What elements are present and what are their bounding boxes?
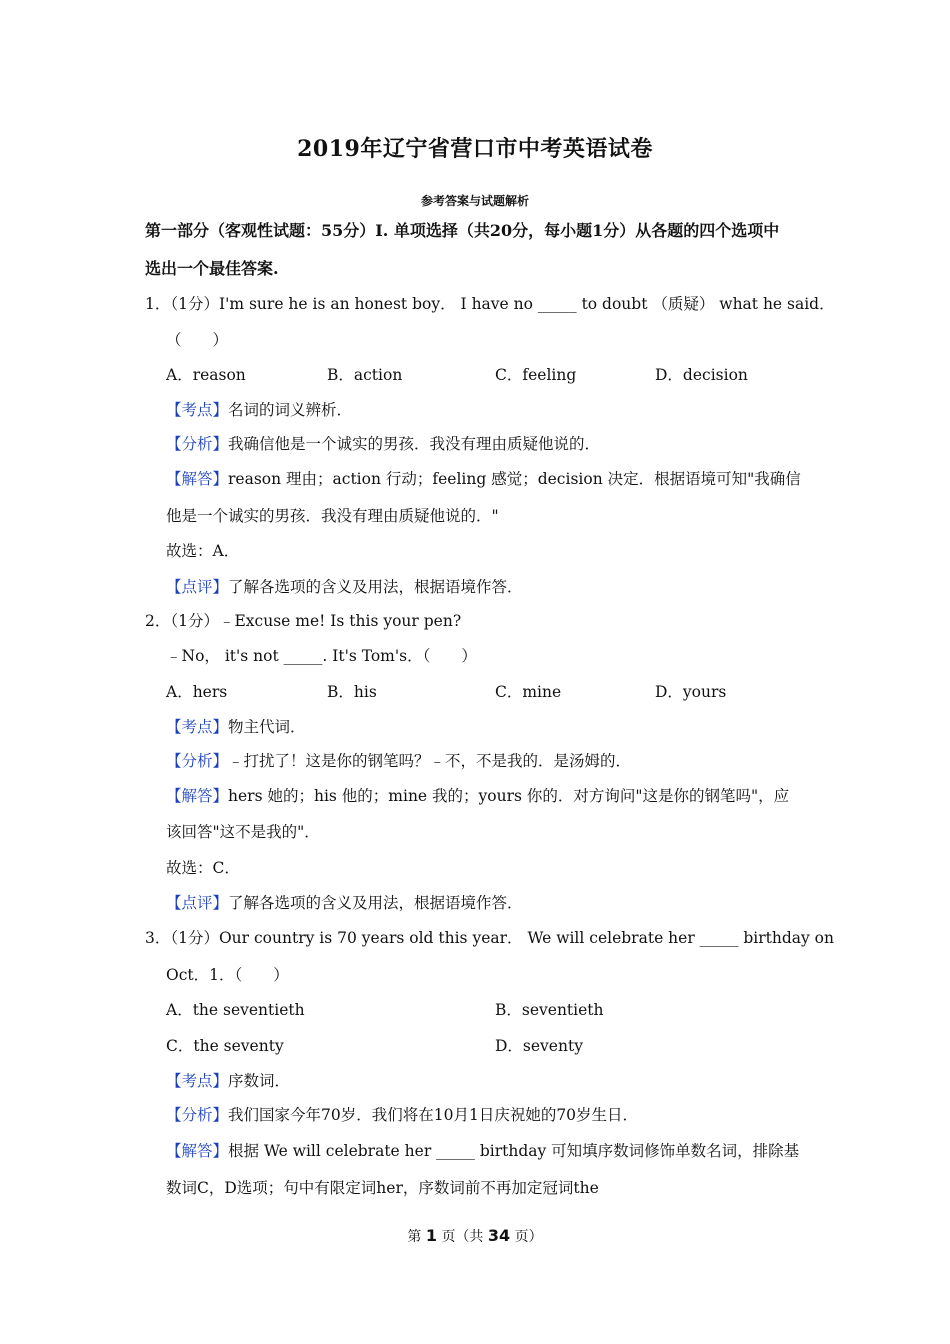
kaodian-tag: 【考点】 (166, 401, 229, 419)
q1-jieda-text-1: reason 理由；action 行动；feeling 感觉；decision 决定．根据语境可知"我确信 (228, 470, 801, 488)
q2-option-d: D．yours (655, 683, 727, 701)
jieda-tag: 【解答】 (166, 787, 229, 805)
q2-fenxi (166, 751, 631, 771)
q2-jieda (166, 786, 789, 806)
q3-jieda-text-1: 根据 We will celebrate her _____ birthday 可知填序数词修饰单数名词，排除基 (228, 1142, 800, 1160)
kaodian-tag: 【考点】 (166, 1072, 229, 1090)
q2-jieda-text-1: hers 她的；his 他的；mine 我的；yours 你的．对方询问"这是你的钢笔吗"，应 (228, 787, 790, 805)
q1-answer: 故选：A． (166, 542, 240, 560)
q1-option-d: D．decision (655, 366, 748, 384)
q3-fenxi (166, 1105, 638, 1125)
q1-kaodian (166, 400, 352, 420)
q1-option-c: C．feeling (495, 366, 577, 384)
q2-dianping (166, 893, 523, 913)
fenxi-tag: 【分析】 (166, 1106, 229, 1124)
section-heading-line-2: 选出一个最佳答案. (145, 259, 279, 278)
q3-stem: 3．（1分）Our country is 70 years old this year． We will celebrate her _____ birthday on (145, 929, 834, 947)
page-footer (0, 1226, 950, 1246)
q1-fenxi (166, 434, 600, 454)
q3-jieda-text-2: 数词C，D选项；句中有限定词her，序数词前不再加定冠词the (166, 1179, 599, 1197)
q1-paren: （ ） (166, 331, 229, 349)
jieda-tag: 【解答】 (166, 1142, 229, 1160)
q2-kaodian-text: 物主代词． (228, 718, 306, 736)
footer-total-pages: 34 (487, 1226, 511, 1245)
page-title: 2019年辽宁省营口市中考英语试卷 (297, 136, 653, 162)
footer-middle: 页（共 (441, 1229, 484, 1245)
q2-option-c: C．mine (495, 683, 562, 701)
q1-stem: 1．（1分）I'm sure he is an honest boy． I have no _____ to doubt （质疑） what he said． (145, 295, 835, 313)
kaodian-tag: 【考点】 (166, 718, 229, 736)
q3-option-c: C．the seventy (166, 1037, 284, 1055)
q3-fenxi-text: 我们国家今年70岁．我们将在10月1日庆祝她的70岁生日． (228, 1106, 639, 1124)
jieda-tag: 【解答】 (166, 470, 229, 488)
q1-option-b: B．action (327, 366, 403, 384)
q3-kaodian (166, 1071, 290, 1091)
dianping-tag: 【点评】 (166, 894, 229, 912)
footer-suffix: 页） (514, 1229, 543, 1245)
dianping-tag: 【点评】 (166, 578, 229, 596)
q2-option-a: A．hers (166, 683, 228, 701)
q2-line-2: ﹣No， it's not _____. It's Tom's．（ ） (166, 647, 477, 665)
q1-kaodian-text: 名词的词义辨析． (228, 401, 353, 419)
q3-jieda (166, 1141, 799, 1161)
q2-jieda-text-2: 该回答"这不是我的"． (166, 823, 320, 841)
fenxi-tag: 【分析】 (166, 752, 229, 770)
q2-option-b: B．his (327, 683, 377, 701)
q1-dianping (166, 577, 523, 597)
q1-fenxi-text: 我确信他是一个诚实的男孩．我没有理由质疑他说的． (228, 435, 601, 453)
q3-line-2: Oct．1．（ ） (166, 966, 289, 984)
q3-option-b: B．seventieth (495, 1001, 604, 1019)
q3-kaodian-text: 序数词． (228, 1072, 291, 1090)
q2-stem: 2．（1分）﹣Excuse me! Is this your pen? (145, 612, 462, 630)
q1-jieda (166, 469, 801, 489)
q3-option-a: A．the seventieth (166, 1001, 305, 1019)
q2-dianping-text: 了解各选项的含义及用法，根据语境作答． (228, 894, 523, 912)
q2-answer: 故选：C． (166, 859, 240, 877)
q3-option-d: D．seventy (495, 1037, 583, 1055)
fenxi-tag: 【分析】 (166, 435, 229, 453)
section-heading-line-1: 第一部分（客观性试题：55分）I. 单项选择（共20分，每小题1分）从各题的四个选项中 (145, 221, 780, 240)
q1-jieda-text-2: 他是一个诚实的男孩．我没有理由质疑他说的．" (166, 507, 499, 525)
q2-fenxi-text: ﹣打扰了！这是你的钢笔吗？﹣不，不是我的．是汤姆的． (228, 752, 632, 770)
footer-page-number: 1 (425, 1226, 437, 1245)
q2-kaodian (166, 717, 306, 737)
page-subtitle: 参考答案与试题解析 (420, 194, 529, 208)
q1-dianping-text: 了解各选项的含义及用法，根据语境作答． (228, 578, 523, 596)
q1-option-a: A．reason (166, 366, 246, 384)
footer-prefix: 第 (407, 1229, 422, 1245)
